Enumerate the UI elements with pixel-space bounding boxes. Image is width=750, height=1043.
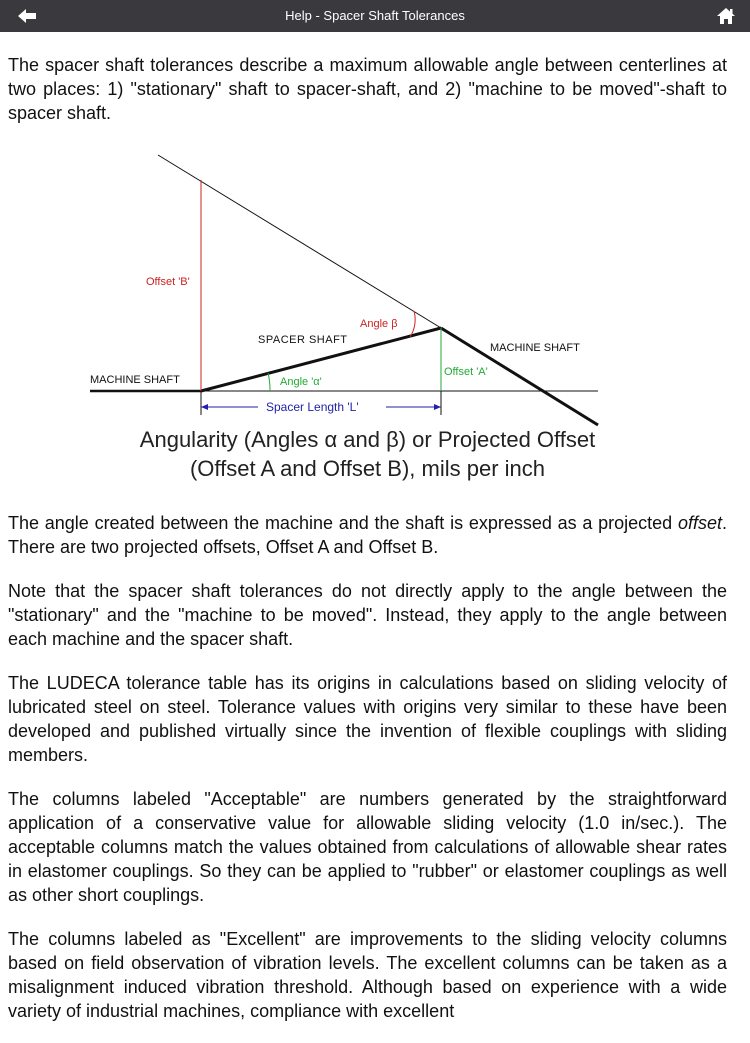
diagram-caption	[8, 425, 727, 483]
label-angle-alpha: Angle 'α'	[280, 376, 322, 388]
caption-line-1: Angularity (Angles α and β) or Projected Offset	[139, 427, 596, 452]
label-spacer-length: Spacer Length 'L'	[266, 400, 359, 414]
p1-text-before: The angle created between the machine and the shaft is expressed as a projected	[8, 513, 678, 533]
help-content	[8, 53, 727, 1043]
page-title: Help - Spacer Shaft Tolerances	[285, 8, 465, 23]
paragraph-note: Note that the spacer shaft tolerances do not directly apply to the angle between the "stationary" and the "machine to be moved". Instead, they apply to the angle between each machine and the spacer shaft.	[8, 581, 727, 649]
projection-line	[158, 155, 441, 328]
title-bar	[0, 0, 750, 32]
paragraph-excellent: The columns labeled as "Excellent" are improvements to the sliding velocity columns based on field observation of vibration levels. The excellent columns can be taken as a misalignment induced vibration threshold. Although based on experience with a wide variety of industrial machines, compliance with excellent	[8, 929, 727, 1021]
paragraph-ludeca: The LUDECA tolerance table has its origins in calculations based on sliding velocity of lubricated steel on steel. Tolerance values with origins very similar to these have been developed and published virtually since the invention of flexible couplings with sliding members.	[8, 673, 727, 765]
p1-text-after: . There are two projected offsets, Offset A and Offset B.	[8, 513, 727, 557]
spacer-shaft-diagram	[8, 137, 727, 501]
angle-beta-arc	[410, 311, 415, 337]
label-offset-a: Offset 'A'	[444, 366, 488, 378]
home-icon	[716, 6, 736, 26]
label-offset-b: Offset 'B'	[146, 276, 190, 288]
home-button[interactable]	[716, 6, 736, 26]
paragraph-projected-offset	[8, 511, 727, 559]
length-arrowhead-right	[434, 404, 441, 410]
paragraph-acceptable: The columns labeled "Acceptable" are numbers generated by the straightforward application of a conservative value for allowable sliding velocity (1.0 in/sec.). The acceptable columns match the values obtained from calculations of allowable shear rates in elastomer couplings. So they can be applied to "rubber" or elastomer couplings as well as other short couplings.	[8, 789, 727, 905]
label-angle-beta: Angle β	[360, 318, 398, 330]
length-arrowhead-left	[201, 404, 208, 410]
angle-alpha-arc	[268, 373, 270, 391]
p1-emphasis: offset	[677, 513, 722, 533]
caption-line-2: (Offset A and Offset B), mils per inch	[189, 456, 545, 481]
label-spacer-shaft: SPACER SHAFT	[258, 334, 348, 346]
intro-paragraph: The spacer shaft tolerances describe a maximum allowable angle between centerlines at two places: 1) "stationary" shaft to spacer-shaft, and 2) "machine to be moved"-shaft to spacer shaft.	[8, 55, 727, 123]
label-machine-shaft-left: MACHINE SHAFT	[90, 374, 180, 386]
label-machine-shaft-right: MACHINE SHAFT	[490, 342, 580, 354]
